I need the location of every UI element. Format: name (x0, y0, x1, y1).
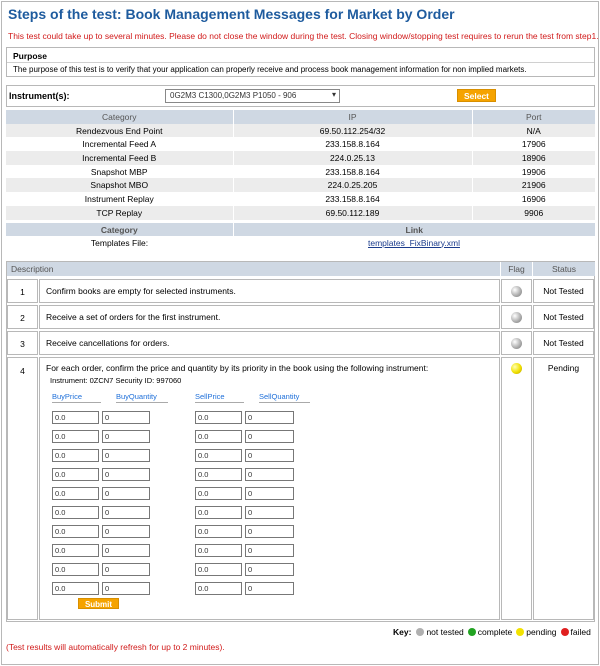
sell-price-input[interactable]: 0.0 (195, 487, 242, 500)
key-item (416, 627, 463, 637)
sell-price-input[interactable]: 0.0 (195, 506, 242, 519)
table-row (6, 192, 595, 206)
test-step-row (7, 279, 594, 305)
network-ip: 224.0.25.13 (233, 151, 472, 165)
buy-price-input[interactable]: 0.0 (52, 411, 99, 424)
test-step-row (7, 357, 594, 621)
buy-quantity-input[interactable]: 0 (102, 430, 150, 443)
buy-price-input[interactable]: 0.0 (52, 430, 99, 443)
test-step-row (7, 305, 594, 331)
step-number: 4 (7, 357, 38, 620)
templates-header-link: Link (233, 223, 595, 236)
sell-quantity-input[interactable]: 0 (245, 430, 294, 443)
buy-quantity-input[interactable]: 0 (102, 563, 150, 576)
network-category: TCP Replay (6, 206, 233, 220)
step-number: 1 (7, 279, 38, 303)
network-ip: 69.50.112.254/32 (233, 124, 472, 138)
sell-price-input[interactable]: 0.0 (195, 525, 242, 538)
select-button[interactable]: Select (457, 89, 496, 102)
key-item (468, 627, 513, 637)
network-header-port: Port (472, 110, 595, 124)
step-description: For each order, confirm the price and quantity by its priority in the book using the following instrument: (46, 363, 429, 373)
buy-quantity-input[interactable]: 0 (102, 544, 150, 557)
buy-price-input[interactable]: 0.0 (52, 525, 99, 538)
step-status: Not Tested (533, 279, 594, 303)
network-header-category: Category (6, 110, 233, 124)
sell-quantity-input[interactable]: 0 (245, 449, 294, 462)
key-item-label: complete (477, 627, 513, 637)
network-ip: 233.158.8.164 (233, 192, 472, 206)
network-table (6, 110, 595, 220)
key-item (516, 627, 556, 637)
status-ball-icon (511, 338, 522, 349)
instrument-select[interactable] (165, 89, 340, 103)
buy-quantity-input[interactable]: 0 (102, 525, 150, 538)
network-port: 17906 (472, 137, 595, 151)
key-item-label: not tested (426, 627, 464, 637)
legend-key (393, 627, 595, 637)
step-number: 3 (7, 331, 38, 355)
network-ip: 69.50.112.189 (233, 206, 472, 220)
sell-price-input[interactable]: 0.0 (195, 563, 242, 576)
instrument-select-value: 0G2M3 C1300,0G2M3 P1050 - 906 (170, 91, 297, 100)
network-port: 21906 (472, 178, 595, 192)
sell-quantity-input[interactable]: 0 (245, 525, 294, 538)
templates-label: Templates File: (90, 237, 149, 248)
step-flag (501, 331, 532, 355)
buy-quantity-input[interactable]: 0 (102, 506, 150, 519)
buy-price-input[interactable]: 0.0 (52, 544, 99, 557)
table-row (6, 206, 595, 220)
tests-header-description: Description (7, 262, 500, 276)
tests-header-status: Status (533, 262, 595, 276)
step-description-cell (39, 357, 500, 620)
green-dot-icon (468, 628, 476, 636)
key-item-label: pending (526, 627, 557, 637)
network-category: Snapshot MBO (6, 178, 233, 192)
status-ball-icon (511, 312, 522, 323)
table-row (6, 178, 595, 192)
network-header-ip: IP (233, 110, 472, 124)
network-port: 18906 (472, 151, 595, 165)
purpose-panel (6, 47, 595, 77)
sell-quantity-input[interactable]: 0 (245, 544, 294, 557)
chevron-down-icon: ▾ (331, 90, 336, 99)
instrument-label: Instrument(s): (9, 91, 70, 101)
table-row (6, 165, 595, 179)
table-row (6, 124, 595, 138)
templates-table (6, 223, 595, 249)
page-title: Steps of the test: Book Management Messages for Market by Order (8, 6, 455, 22)
sell-quantity-input[interactable]: 0 (245, 506, 294, 519)
network-category: Incremental Feed B (6, 151, 233, 165)
templates-header-row (6, 223, 595, 236)
step-description: Confirm books are empty for selected instruments. (39, 279, 500, 303)
buy-price-input[interactable]: 0.0 (52, 487, 99, 500)
network-port: 9906 (472, 206, 595, 220)
table-row (6, 236, 595, 249)
purpose-divider (7, 62, 594, 63)
network-ip: 233.158.8.164 (233, 165, 472, 179)
step-status: Pending (533, 357, 594, 620)
network-category: Snapshot MBP (6, 165, 233, 179)
key-item-label: failed (570, 627, 591, 637)
key-label: Key: (393, 627, 412, 637)
network-ip: 224.0.25.205 (233, 178, 472, 192)
step-number: 2 (7, 305, 38, 329)
sell-quantity-input[interactable]: 0 (245, 582, 294, 595)
refresh-note: (Test results will automatically refresh for up to 2 minutes). (6, 642, 225, 652)
sell-price-input[interactable]: 0.0 (195, 411, 242, 424)
step-status: Not Tested (533, 331, 594, 355)
red-dot-icon (561, 628, 569, 636)
buy-price-input[interactable]: 0.0 (52, 563, 99, 576)
sell-quantity-input[interactable]: 0 (245, 468, 294, 481)
buy-price-input[interactable]: 0.0 (52, 506, 99, 519)
table-row (6, 151, 595, 165)
step-flag (501, 305, 532, 329)
sell-price-header: SellPrice (195, 392, 244, 403)
buy-quantity-input[interactable]: 0 (102, 582, 150, 595)
table-row (6, 137, 595, 151)
key-item (561, 627, 591, 637)
tests-header-flag: Flag (501, 262, 532, 276)
purpose-text: The purpose of this test is to verify that your application can properly receive and process book management information for non implied markets. (13, 65, 527, 74)
step-description: Receive a set of orders for the first instrument. (39, 305, 500, 329)
step-status: Not Tested (533, 305, 594, 329)
instrument-security-id: Instrument: 0ZCN7 Security ID: 997060 (50, 376, 182, 385)
test-steps-panel (6, 261, 595, 622)
status-ball-icon (511, 286, 522, 297)
sell-price-input[interactable]: 0.0 (195, 430, 242, 443)
network-category: Instrument Replay (6, 192, 233, 206)
network-port: 19906 (472, 165, 595, 179)
network-port: 16906 (472, 192, 595, 206)
buy-price-header: BuyPrice (52, 392, 101, 403)
warning-text: This test could take up to several minutes. Please do not close the window during the test. Closing window/stopping test requires to rerun the test from step1. (8, 31, 599, 41)
network-header-row (6, 110, 595, 124)
buy-price-input[interactable]: 0.0 (52, 582, 99, 595)
sell-quantity-input[interactable]: 0 (245, 563, 294, 576)
yellow-dot-icon (516, 628, 524, 636)
buy-quantity-header: BuyQuantity (116, 392, 168, 403)
step-description: Receive cancellations for orders. (39, 331, 500, 355)
instrument-panel (6, 85, 595, 107)
buy-quantity-input[interactable]: 0 (102, 468, 150, 481)
buy-price-input[interactable]: 0.0 (52, 468, 99, 481)
status-ball-icon (511, 363, 522, 374)
sell-price-input[interactable]: 0.0 (195, 468, 242, 481)
sell-price-input[interactable]: 0.0 (195, 449, 242, 462)
templates-file-link[interactable]: templates_FixBinary.xml (368, 237, 460, 248)
network-category: Rendezvous End Point (6, 124, 233, 138)
sell-quantity-input[interactable]: 0 (245, 487, 294, 500)
sell-quantity-input[interactable]: 0 (245, 411, 294, 424)
grey-dot-icon (416, 628, 424, 636)
step-flag (501, 357, 532, 620)
buy-quantity-input[interactable]: 0 (102, 449, 150, 462)
step-flag (501, 279, 532, 303)
network-category: Incremental Feed A (6, 137, 233, 151)
buy-quantity-input[interactable]: 0 (102, 411, 150, 424)
purpose-heading: Purpose (13, 51, 48, 61)
submit-button[interactable]: Submit (78, 598, 119, 609)
test-step-row (7, 331, 594, 357)
buy-quantity-input[interactable]: 0 (102, 487, 150, 500)
sell-quantity-header: SellQuantity (259, 392, 310, 403)
sell-price-input[interactable]: 0.0 (195, 544, 242, 557)
templates-header-category: Category (6, 223, 233, 236)
network-port: N/A (472, 124, 595, 138)
sell-price-input[interactable]: 0.0 (195, 582, 242, 595)
network-ip: 233.158.8.164 (233, 137, 472, 151)
buy-price-input[interactable]: 0.0 (52, 449, 99, 462)
